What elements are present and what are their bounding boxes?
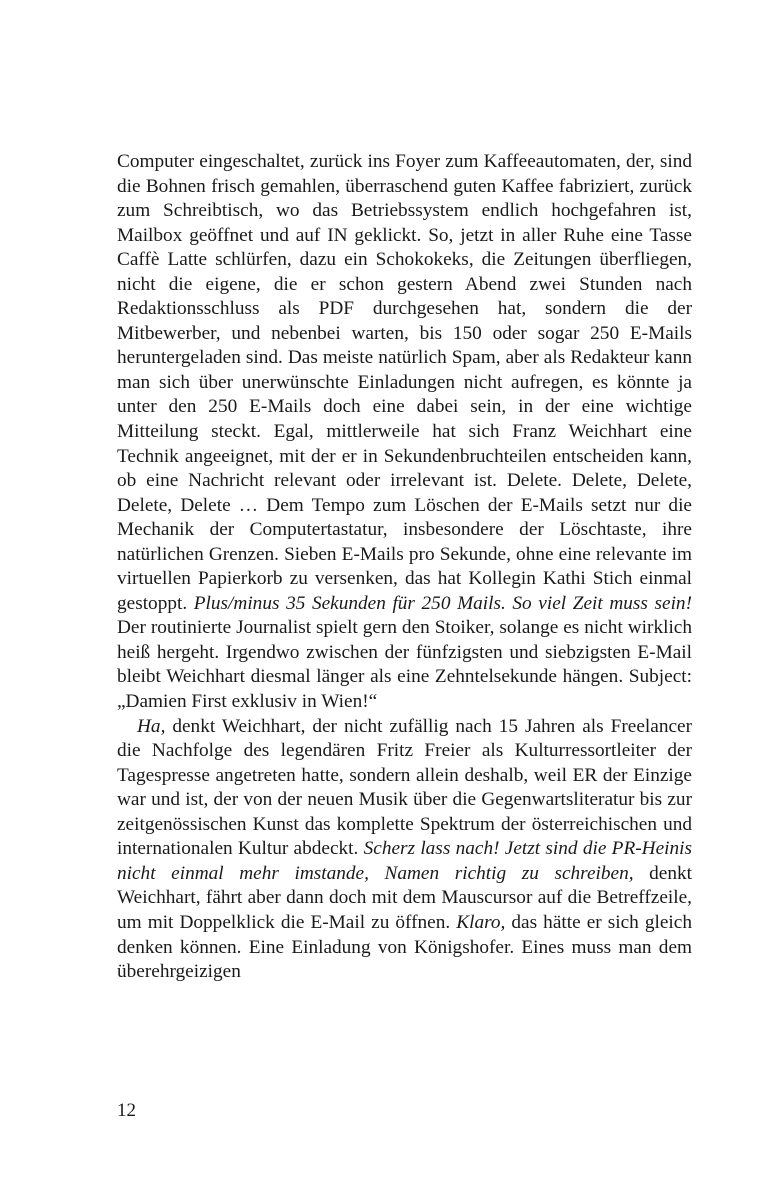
paragraph-2-text-b: denkt Weichhart, fährt aber dann doch mit dem Mauscursor auf die Betreffzeile, um mit Doppelklick die E-Mail zu öffnen. (117, 862, 692, 933)
paragraph-2-italic-b: Scherz lass nach! Jetzt sind die PR-Heinis nicht einmal mehr imstande, Namen richtig zu schreiben, (117, 838, 692, 884)
paragraph-2-italic-a: Ha, (137, 715, 166, 737)
paragraph-2 (117, 715, 692, 985)
paragraph-2-text-c: das hätte er sich gleich denken können. Eine Einladung von Königshofer. Eines muss man dem überehrgeizigen (117, 911, 692, 983)
paragraph-2-text-a: denkt Weichhart, der nicht zufällig nach 15 Jahren als Freelancer die Nachfolge des legendären Fritz Freier als Kulturressortleiter der Tagespresse angetreten hatte, sondern allein deshalb, weil ER der Einzige war und ist, der von der neuen Musik über die Gegenwartsliteratur bis zur zeitgenössischen Kunst das komplette Spektrum der österreichischen und internationalen Kultur abdeckt. (117, 715, 692, 860)
paragraph-2-italic-c: Klaro, (456, 911, 506, 933)
body-text (117, 150, 692, 985)
paragraph-1 (117, 150, 692, 715)
page-number: 12 (117, 1100, 136, 1121)
paragraph-1-text-a: Computer eingeschaltet, zurück ins Foyer zum Kaffeeautomaten, der, sind die Bohnen frisch gemahlen, überraschend guten Kaffee fabriziert, zurück zum Schreibtisch, wo das Betriebssystem endlich hochgefahren ist, Mailbox geöffnet und auf IN geklickt. So, jetzt in aller Ruhe eine Tasse Caffè Latte schlürfen, dazu ein Schokokeks, die Zeitungen überfliegen, nicht die eigene, die er schon gestern Abend zwei Stunden nach Redaktionsschluss als PDF durchgesehen hat, sondern die der Mitbewerber, und nebenbei warten, bis 150 oder sogar 250 E-Mails heruntergeladen sind. Das meiste natürlich Spam, aber als Redakteur kann man sich über unerwünschte Einladungen nicht aufregen, es könnte ja unter den 250 E-Mails doch eine dabei sein, in der eine wichtige Mitteilung steckt. Egal, mittlerweile hat sich Franz Weichhart eine Technik angeeignet, mit der er in Sekundenbruchteilen entscheiden kann, ob eine Nachricht relevant oder irrelevant ist. Delete. Delete, Delete, Delete, Delete … Dem Tempo zum Löschen der E-Mails setzt nur die Mechanik der Computertastatur, insbesondere der Löschtaste, ihre natürlichen Grenzen. Sieben E-Mails pro Sekunde, ohne eine relevante im virtuellen Papierkorb zu versenken, das hat Kollegin Kathi Stich einmal gestoppt. (117, 151, 692, 614)
paragraph-1-italic-quote: Plus/minus 35 Sekunden für 250 Mails. So viel Zeit muss sein! (193, 592, 692, 614)
paragraph-1-text-b: Der routinierte Journalist spielt gern den Stoiker, solange es nicht wirklich heiß hergeht. Irgendwo zwischen der fünfzigsten und siebzigsten E-Mail bleibt Weichhart diesmal länger als eine Zehntelsekunde hängen. Subject: „Damien First exklusiv in Wien!“ (117, 617, 692, 713)
